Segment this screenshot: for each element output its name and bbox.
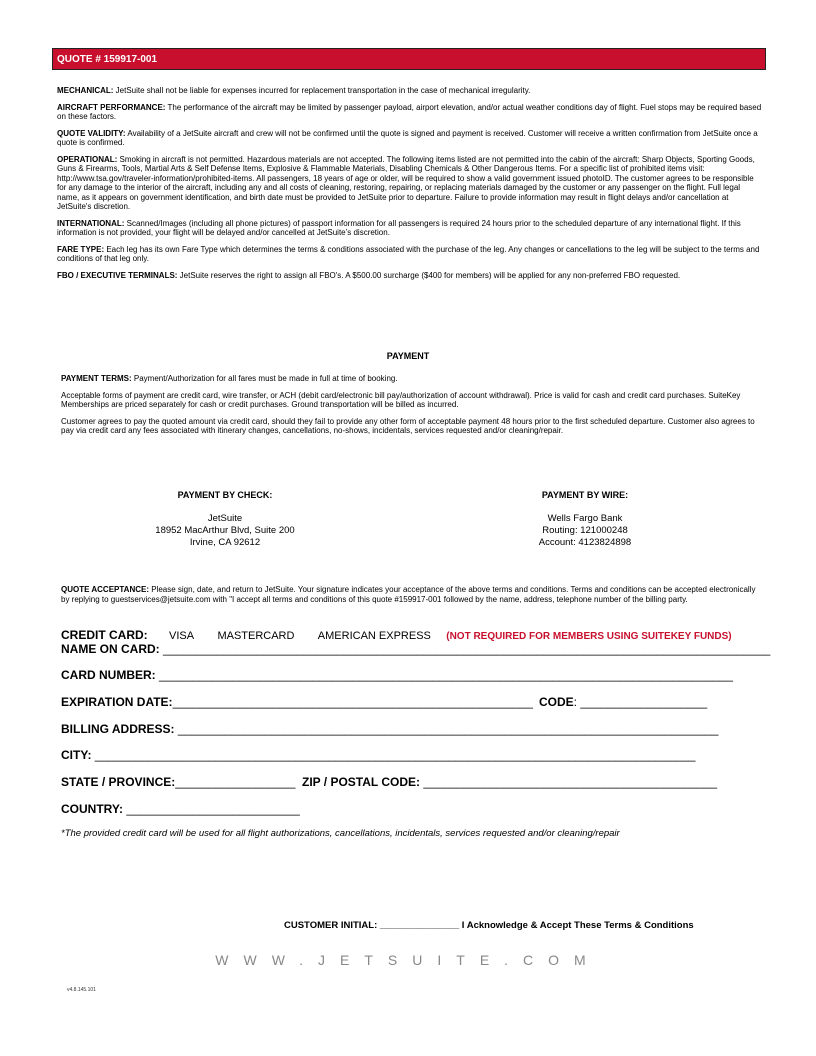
payment-agreement-text: Customer agrees to pay the quoted amount via credit card, should they fail to provide any other form of acceptable payment 48 hours prior to the first scheduled departure. Customer also agrees to pay via credit card any fees associated with itinerary changes, cancellations, no-shows, incidentals, services requested and/or cleaning/repair.	[61, 416, 755, 435]
wire-bank: Wells Fargo Bank	[547, 513, 623, 524]
name-on-card-field[interactable]: NAME ON CARD: ___________________________________________________________________________________________	[61, 642, 771, 656]
check-payee: JetSuite	[207, 513, 243, 524]
customer-initial-label: CUSTOMER INITIAL:	[284, 920, 378, 931]
version-number: v4.8.145.101	[67, 987, 96, 993]
fare-type-term: FARE TYPE: Each leg has its own Fare Type which determines the terms & conditions associated with the purchase of the leg. Any changes or cancellations to the leg will be subject to the terms and conditions of that leg only.	[57, 244, 760, 263]
credit-card-row	[61, 628, 732, 642]
international-term: INTERNATIONAL: Scanned/Images (including all phone pictures) of passport information for all passengers is required 24 hours prior to the scheduled departure of any international flight. If this information is not provided, your flight will be delayed and/or cancelled at JetSuite’s discretion.	[57, 218, 741, 237]
payment-terms-section	[61, 374, 761, 443]
check-address-line2: Irvine, CA 92612	[189, 537, 261, 548]
payment-by-wire	[500, 489, 670, 549]
website-url: WWW.JETSUITE.COM	[215, 952, 601, 968]
mechanical-term: MECHANICAL: JetSuite shall not be liable for expenses incurred for replacement transportation in the case of mechanical irregularity.	[57, 86, 531, 95]
credit-card-disclaimer: *The provided credit card will be used for all flight authorizations, cancellations, incidentals, services requested and/or cleaning/repair	[61, 828, 620, 839]
payment-terms: PAYMENT TERMS: Payment/Authorization for all fares must be made in full at time of booking.	[61, 374, 398, 383]
quote-validity-term: QUOTE VALIDITY: Availability of a JetSuite aircraft and crew will not be confirmed until the quote is signed and payment is received. Customer will receive a written confirmation from JetSuite once a quote is confirmed.	[57, 128, 758, 147]
wire-routing: Routing: 121000248	[542, 525, 628, 536]
quote-number: QUOTE # 159917-001	[57, 54, 158, 65]
quote-header-bar	[52, 48, 766, 70]
credit-card-label: CREDIT CARD:	[61, 628, 148, 642]
payment-heading: PAYMENT	[386, 351, 430, 361]
state-province-field[interactable]: STATE / PROVINCE:__________________	[61, 775, 296, 789]
payment-by-check	[120, 489, 330, 549]
visa-option[interactable]: VISA	[169, 630, 195, 642]
amex-option[interactable]: AMERICAN EXPRESS	[317, 630, 431, 642]
billing-address-field[interactable]: BILLING ADDRESS: _________________________________________________________________________________	[61, 722, 719, 736]
expiration-date-field[interactable]: EXPIRATION DATE:______________________________________________________	[61, 695, 533, 709]
operational-term: OPERATIONAL: Smoking in aircraft is not permitted. Hazardous materials are not accepted. The following items listed are not permitted into the cabin of the aircraft: Sharp Objects, Sporting Goods, Guns & Firearms, Tools, Martial Arts & Self Defense Items, Explosive & Flammable Materials, Disabling Chemicals & Other Dangerous Items. For a specific list of prohibited items visit: http://www.tsa.gov/traveler-information/prohibited-items. All passengers, 18 years of age or older, will be required to show a valid government issued photoID. The customer agrees to be responsible for any damage to the interior of the aircraft, including any and all costs of cleaning, restoring, repairing, or replacing materials damaged by the customer or any passenger on the flight. Full legal name, as it appears on government identification, and birth date must be provided to JetSuite prior to departure. Failure to provide information may result in flight delays and/or cancellation at JetSuite's discretion.	[57, 154, 755, 211]
code-field[interactable]: CODE: ___________________	[539, 695, 708, 709]
zip-postal-code-field[interactable]: ZIP / POSTAL CODE: ____________________________________________	[302, 775, 717, 789]
card-number-field[interactable]: CARD NUMBER: ______________________________________________________________________________________	[61, 668, 733, 682]
acknowledge-text: I Acknowledge & Accept These Terms & Conditions	[461, 920, 694, 931]
quote-acceptance: QUOTE ACCEPTANCE: Please sign, date, and return to JetSuite. Your signature indicates your acceptance of the above terms and conditions. Terms and conditions can be accepted electronically by replying to guestservices@jetsuite.com with "I accept all terms and conditions of this quote #159917-001 followed by the name, address, telephone number of the billing party.	[61, 585, 756, 604]
country-field[interactable]: COUNTRY: __________________________	[61, 802, 300, 816]
check-title: PAYMENT BY CHECK:	[177, 490, 273, 500]
aircraft-performance-term: AIRCRAFT PERFORMANCE: The performance of the aircraft may be limited by passenger payload, airport elevation, and/or actual weather conditions day of flight. Fuel stops may be required based on these factors.	[57, 102, 762, 121]
mastercard-option[interactable]: MASTERCARD	[217, 630, 295, 642]
wire-account: Account: 4123824898	[538, 537, 632, 548]
fbo-term: FBO / EXECUTIVE TERMINALS: JetSuite reserves the right to assign all FBO's. A $500.00 surcharge ($400 for members) will be applied for any non-preferred FBO requested.	[57, 270, 681, 280]
check-address-line1: 18952 MacArthur Blvd, Suite 200	[155, 525, 295, 536]
customer-initial-row	[284, 920, 694, 931]
terms-section	[57, 86, 763, 287]
customer-initial-line[interactable]: _______________	[377, 920, 462, 931]
city-field[interactable]: CITY: __________________________________________________________________________________________	[61, 748, 696, 762]
acceptable-payment-text: Acceptable forms of payment are credit card, wire transfer, or ACH (debit card/electronic bill pay/authorization of account withdrawal). Price is valid for cash and credit card purchases. SuiteKey Memberships are priced separately for cash or credit purchases. Ground transportation will be billed as incurred.	[61, 390, 741, 409]
not-required-note: (NOT REQUIRED FOR MEMBERS USING SUITEKEY FUNDS)	[446, 631, 732, 642]
wire-title: PAYMENT BY WIRE:	[541, 490, 629, 500]
